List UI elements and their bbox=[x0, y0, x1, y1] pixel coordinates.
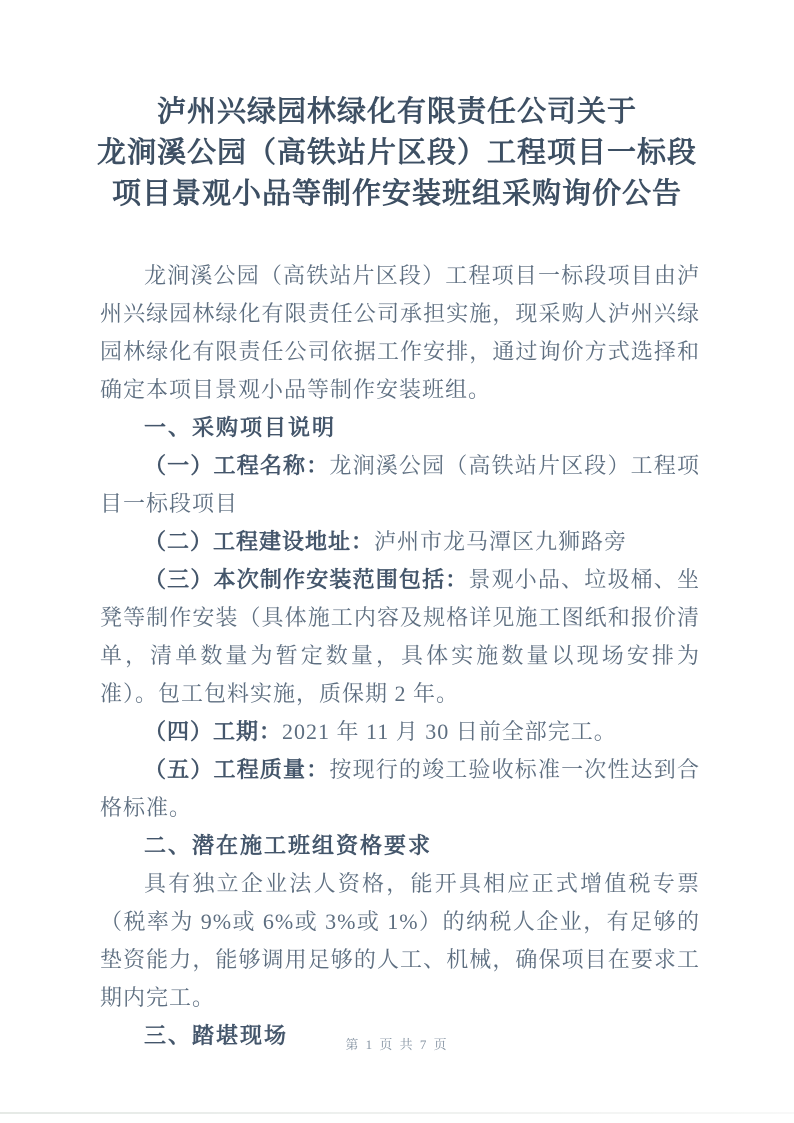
section-heading-procurement-description: 一、采购项目说明 bbox=[144, 415, 337, 440]
item-quality-label: （五）工程质量： bbox=[144, 757, 330, 782]
item-duration bbox=[100, 713, 700, 751]
section-heading-qualification: 二、潜在施工班组资格要求 bbox=[144, 833, 433, 858]
item-quality bbox=[100, 751, 700, 827]
item-quality-value: 按现行的竣工验收标准一次性达到合格标准。 bbox=[100, 757, 700, 820]
item-project-address bbox=[100, 523, 700, 561]
doc-title-line-3: 项目景观小品等制作安装班组采购询价公告 bbox=[111, 178, 682, 210]
item-duration-label: （四）工期： bbox=[144, 719, 283, 744]
scan-edge-shadow bbox=[0, 1112, 794, 1114]
doc-title bbox=[56, 92, 738, 215]
item-project-address-value: 泸州市龙马潭区九狮路旁 bbox=[374, 529, 628, 554]
item-project-name-value: 龙涧溪公园（高铁站片区段）工程项目一标段项目 bbox=[100, 453, 700, 516]
item-work-scope-label: （三）本次制作安装范围包括： bbox=[144, 567, 469, 592]
doc-title-line-2: 龙涧溪公园（高铁站片区段）工程项目一标段 bbox=[96, 137, 697, 169]
doc-title-line-1: 泸州兴绿园林绿化有限责任公司关于 bbox=[156, 96, 637, 128]
item-duration-value: 2021 年 11 月 30 日前全部完工。 bbox=[282, 719, 617, 744]
item-work-scope-value: 景观小品、垃圾桶、坐凳等制作安装（具体施工内容及规格详见施工图纸和报价清单，清单数量为暂定数量，具体实施数量以现场安排为准）。包工包料实施，质保期 2 年。 bbox=[100, 567, 700, 706]
item-project-name-label: （一）工程名称： bbox=[144, 453, 330, 478]
paragraph-intro: 龙涧溪公园（高铁站片区段）工程项目一标段项目由泸州兴绿园林绿化有限责任公司承担实施，现采购人泸州兴绿园林绿化有限责任公司依据工作安排，通过询价方式选择和确定本项目景观小品等制作安装班组。 bbox=[100, 263, 700, 402]
page-number-footer: 第 1 页 共 7 页 bbox=[345, 1037, 449, 1052]
item-work-scope bbox=[100, 561, 700, 713]
item-project-address-label: （二）工程建设地址： bbox=[144, 529, 375, 554]
section-heading-site-visit: 三、踏堪现场 bbox=[144, 1023, 289, 1048]
item-project-name bbox=[100, 447, 700, 523]
paragraph-qualification: 具有独立企业法人资格，能开具相应正式增值税专票（税率为 9%或 6%或 3%或 1%）的纳税人企业，有足够的垫资能力，能够调用足够的人工、机械，确保项目在要求工期内完工。 bbox=[100, 871, 700, 1010]
doc-body bbox=[100, 257, 700, 1055]
